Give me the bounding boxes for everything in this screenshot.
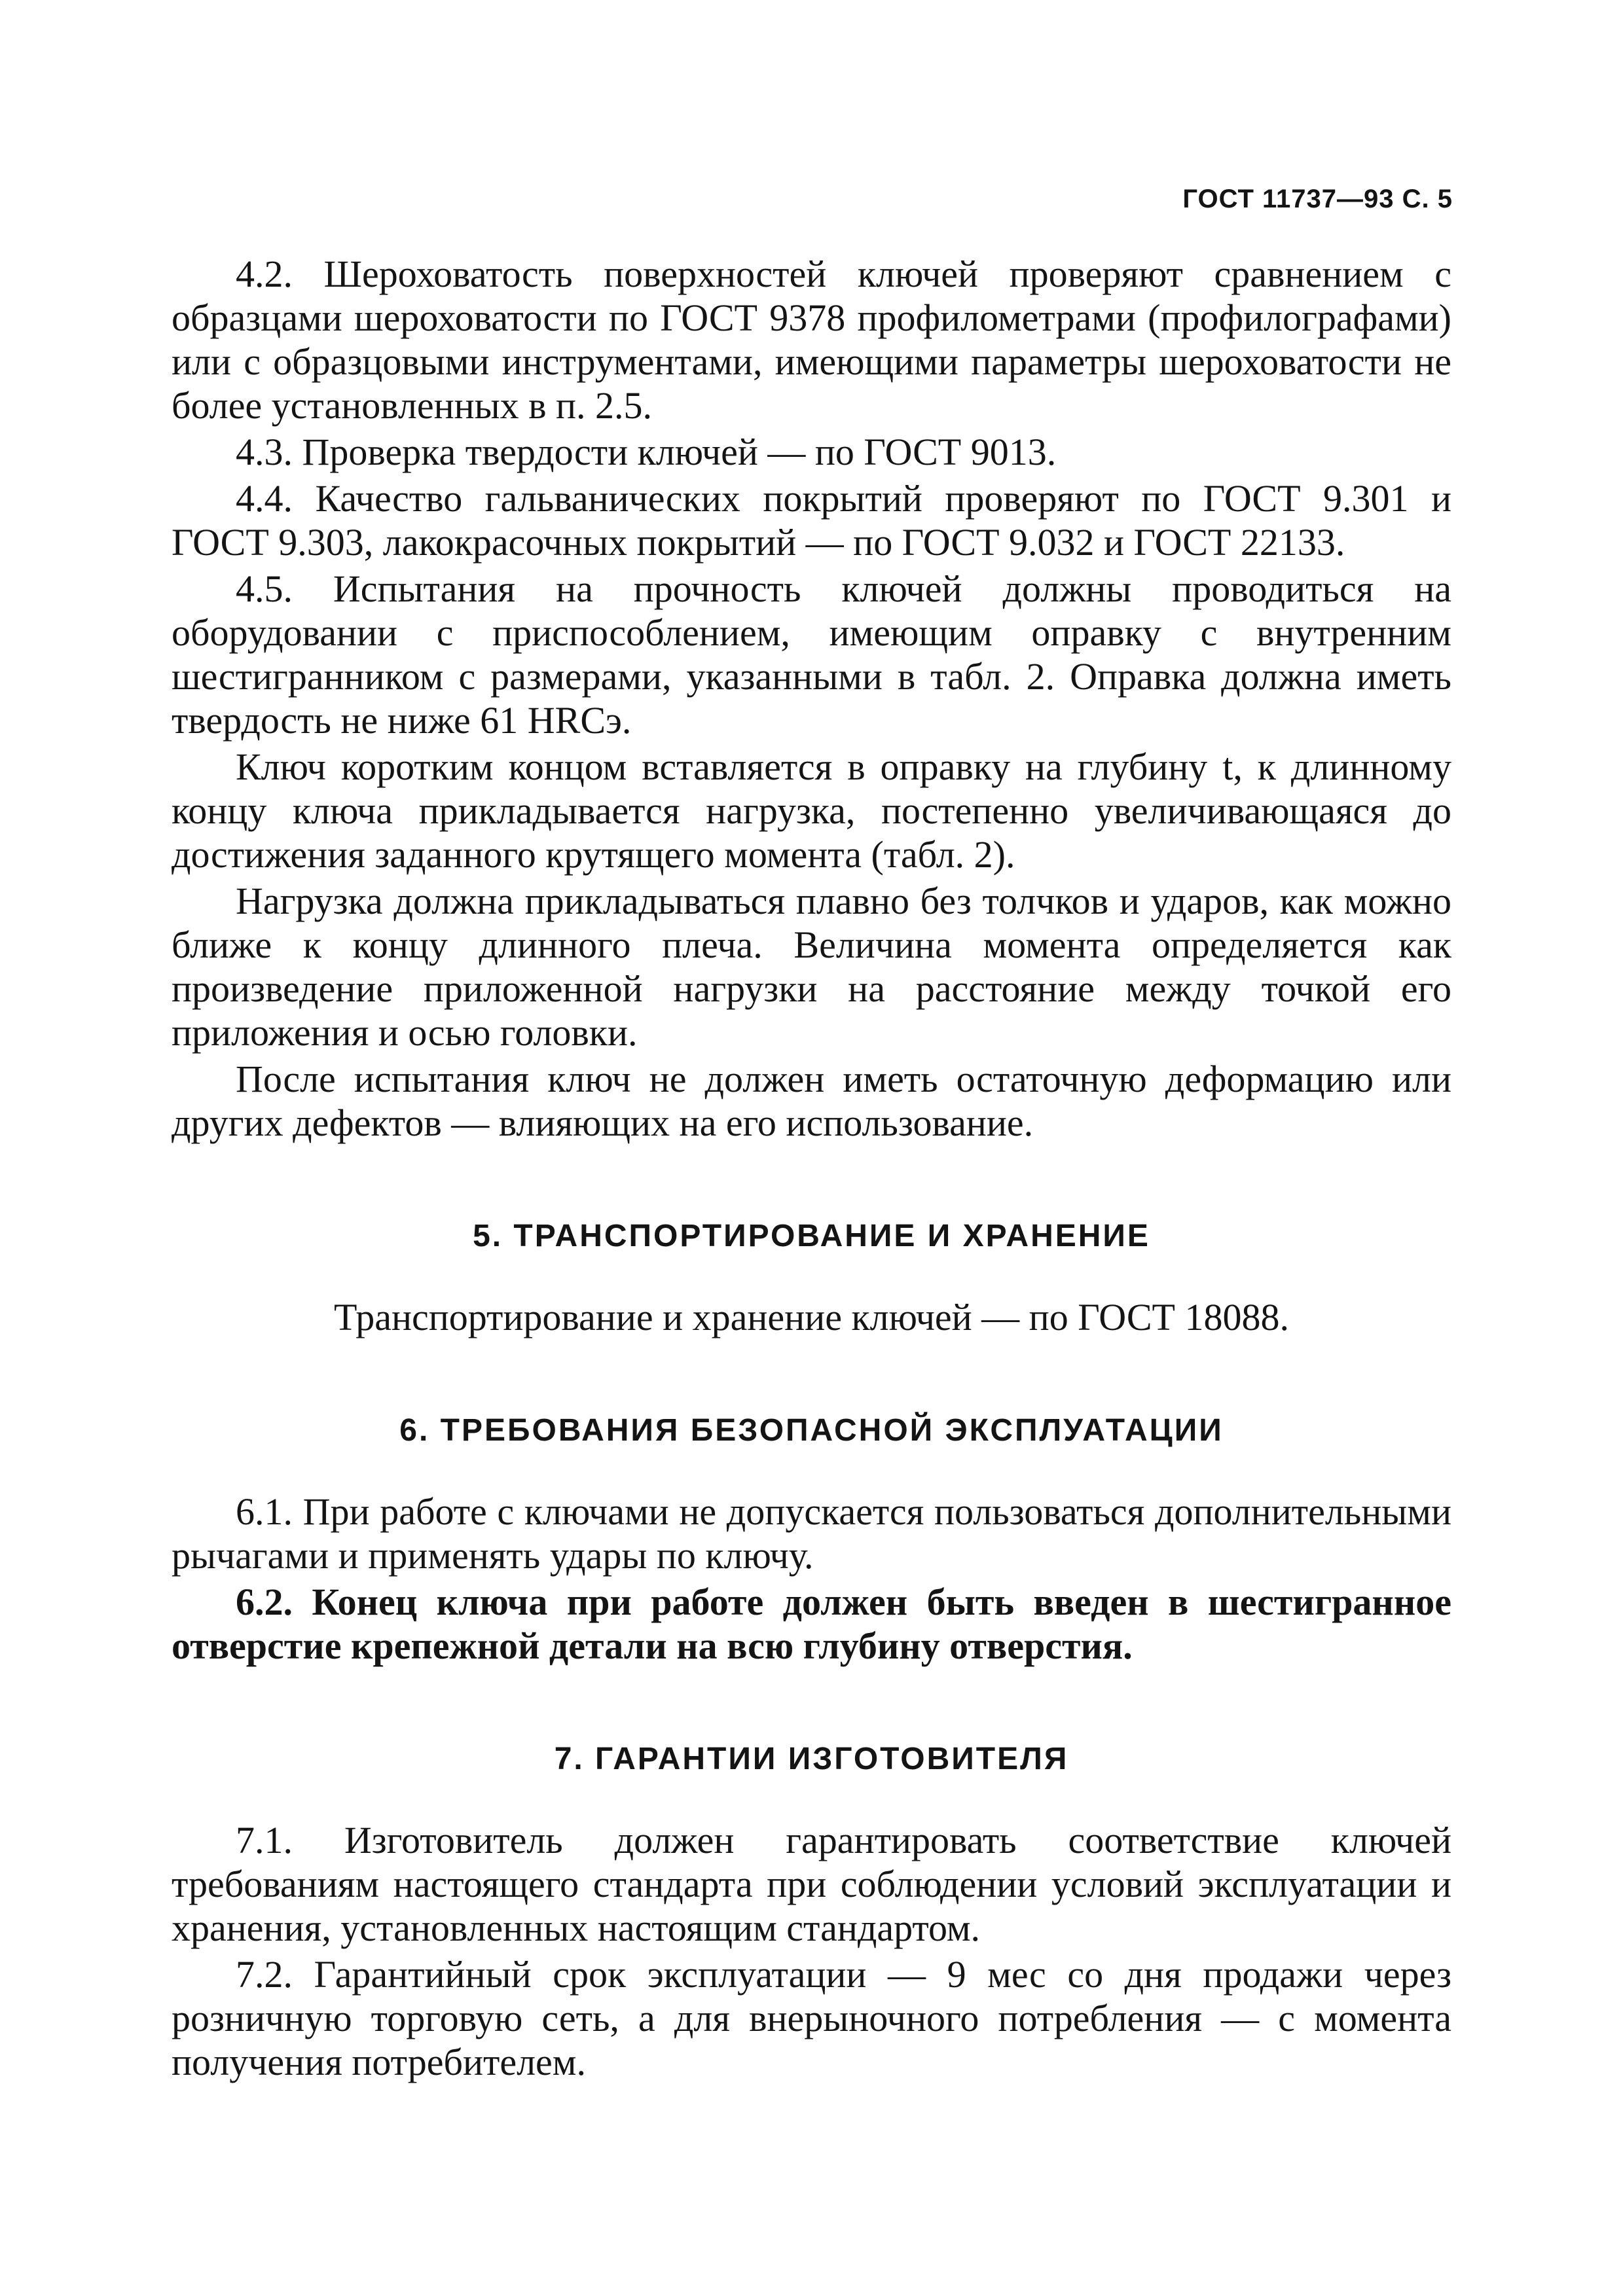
section-5-text: Транспортирование и хранение ключей — по ГОСТ 18088.	[333, 1296, 1289, 1338]
paragraph-load: Нагрузка должна прикладываться плавно без толчков и ударов, как можно ближе к концу длинного плеча. Величина момента определяется как произведение приложенной нагрузки на расстояние между точкой его приложения и осью головки.	[172, 880, 1451, 1054]
paragraph-6-1: 6.1. При работе с ключами не допускается пользоваться дополнительными рычагами и применять удары по ключу.	[172, 1490, 1451, 1577]
paragraph-4-2: 4.2. Шероховатость поверхностей ключей проверяют сравнением с образцами шероховатости по ГОСТ 9378 профилометрами (профилографами) или с образцовыми инструментами, имеющими параметры шероховатости не более установленных в п. 2.5.	[172, 253, 1451, 427]
paragraph-after-test: После испытания ключ не должен иметь остаточную деформацию или других дефектов — влияющих на его использование.	[172, 1058, 1451, 1144]
paragraph-4-4: 4.4. Качество гальванических покрытий проверяют по ГОСТ 9.301 и ГОСТ 9.303, лакокрасочных покрытий — по ГОСТ 9.032 и ГОСТ 22133.	[172, 477, 1451, 564]
document-body	[172, 252, 1451, 2087]
paragraph-7-2: 7.2. Гарантийный срок эксплуатации — 9 мес со дня продажи через розничную торговую сеть, а для внерыночного потребления — с момента получения потребителем.	[172, 1953, 1451, 2083]
section-7-title: 7. ГАРАНТИИ ИЗГОТОВИТЕЛЯ	[554, 1742, 1069, 1776]
paragraph-4-5: 4.5. Испытания на прочность ключей должны проводиться на оборудовании с приспособлением, имеющим оправку с внутренним шестигранником с размерами, указанными в табл. 2. Оправка должна иметь твердость не ниже 61 HRCэ.	[172, 567, 1451, 742]
page-header: ГОСТ 11737—93 С. 5	[1182, 185, 1453, 213]
section-5-title: 5. ТРАНСПОРТИРОВАНИЕ И ХРАНЕНИЕ	[473, 1219, 1150, 1253]
section-6-title: 6. ТРЕБОВАНИЯ БЕЗОПАСНОЙ ЭКСПЛУАТАЦИИ	[399, 1413, 1224, 1448]
paragraph-6-2: 6.2. Конец ключа при работе должен быть введен в шестигранное отверстие крепежной детали на всю глубину отверстия.	[172, 1581, 1451, 1667]
paragraph-4-3: 4.3. Проверка твердости ключей — по ГОСТ 9013.	[236, 431, 1057, 473]
paragraph-key-insertion: Ключ коротким концом вставляется в оправку на глубину t, к длинному концу ключа прикладывается нагрузка, постепенно увеличивающаяся до достижения заданного крутящего момента (табл. 2).	[172, 745, 1451, 876]
paragraph-7-1: 7.1. Изготовитель должен гарантировать соответствие ключей требованиям настоящего стандарта при соблюдении условий эксплуатации и хранения, установленных настоящим стандартом.	[172, 1819, 1451, 1949]
